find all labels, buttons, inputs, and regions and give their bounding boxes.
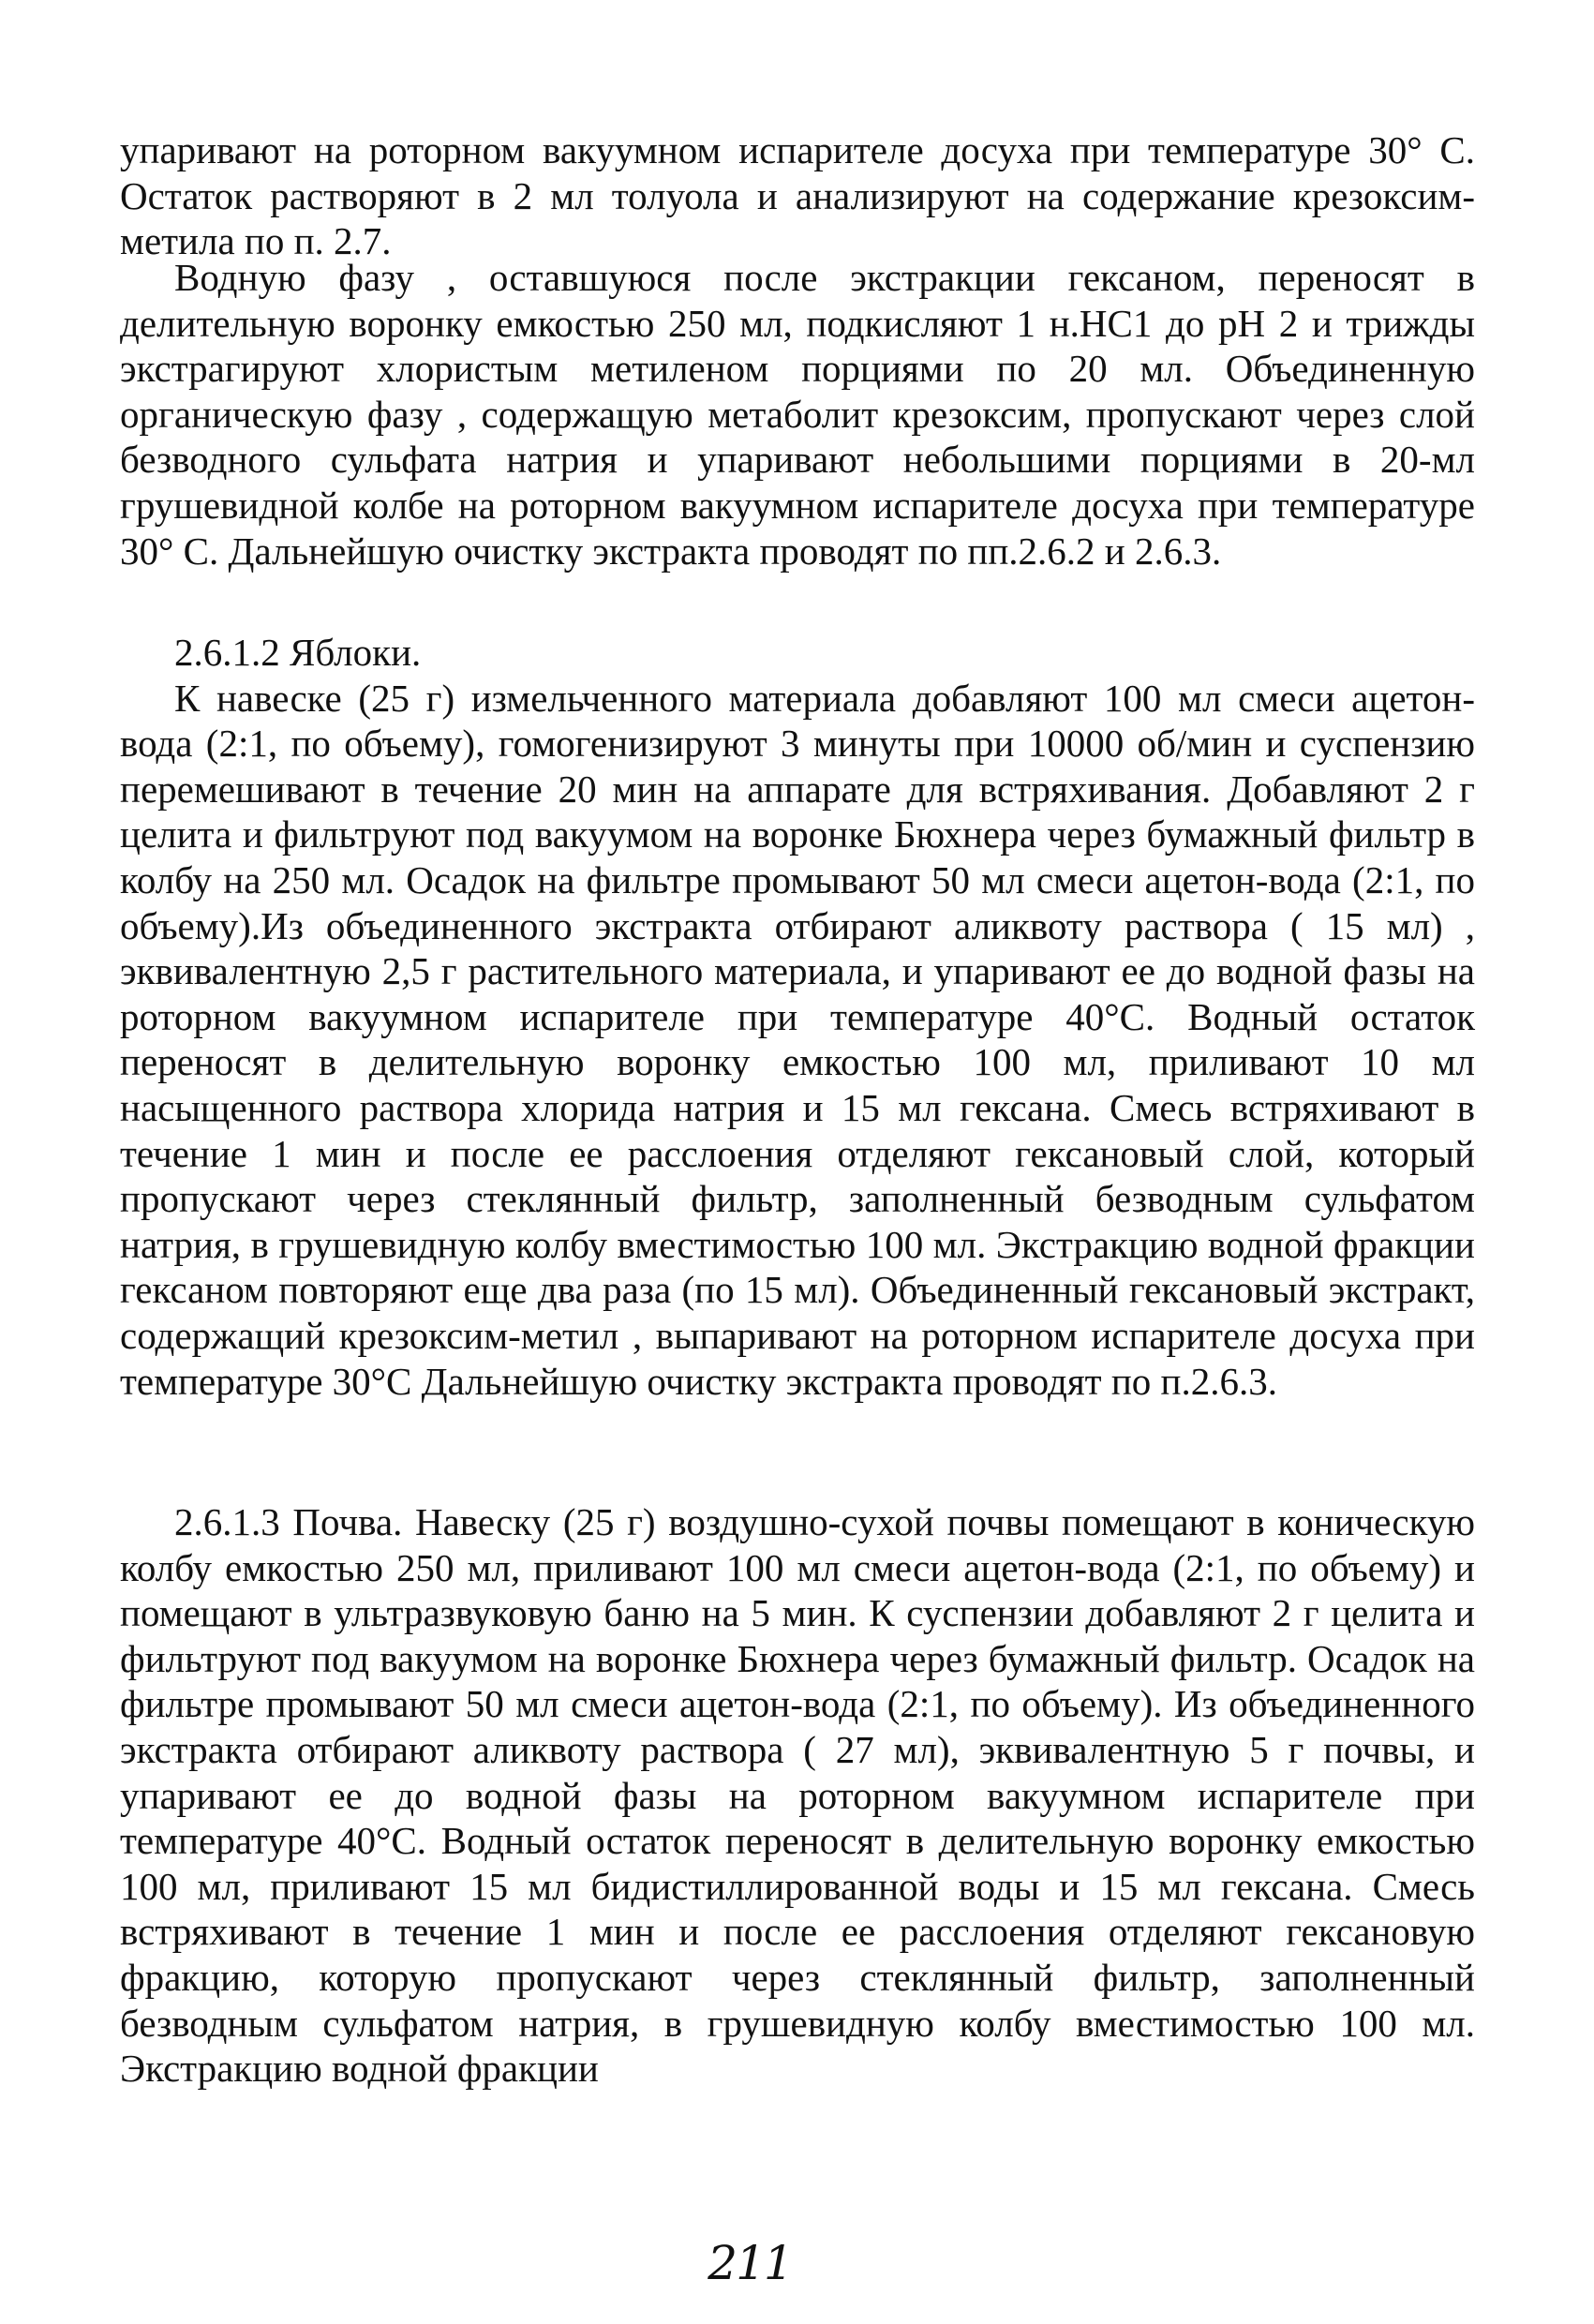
section-heading-apples: 2.6.1.2 Яблоки. — [174, 631, 422, 674]
paragraph-text: Водную фазу , оставшуюся после экстракции гексаном, переносят в делительную воронку емкостью 250 мл, подкисляют 1 н.НС1 до рН 2 и трижды экстрагируют хлористым метиленом порциями по 20 мл. Объединенную органическую фазу , содержащую метаболит крезоксим, пропускают через слой безводного сульфата натрия и упаривают небольшими порциями в 20-мл грушевидной колбе на роторном вакуумном испарителе досуха при температуре 30° С. Дальнейшую очистку экстракта проводят по пп.2.6.2 и 2.6.3. — [120, 256, 1475, 573]
paragraph-evaporation-end — [120, 127, 1475, 264]
section-soil — [120, 1499, 1475, 2092]
paragraph-text: 2.6.1.3 Почва. Навеску (25 г) воздушно-сухой почвы помещают в коническую колбу емкостью 250 мл, приливают 100 мл смеси ацетон-вода (2:1, по объему) и помещают в ультразвуковую баню на 5 мин. К суспензии добавляют 2 г целита и фильтруют под вакуумом на воронке Бюхнера через бумажный фильтр. Осадок на фильтре промывают 50 мл смеси ацетон-вода (2:1, по объему). Из объединенного экстракта отбирают аликвоту раствора ( 27 мл), эквивалентную 5 г почвы, и упаривают ее до водной фазы на роторном вакуумном испарителе при температуре 40°С. Водный остаток переносят в делительную воронку емкостью 100 мл, приливают 15 мл бидистиллированной воды и 15 мл гексана. Смесь встряхивают в течение 1 мин и после ее расслоения отделяют гексановую фракцию, которую пропускают через стеклянный фильтр, заполненный безводным сульфатом натрия, в грушевидную колбу вместимостью 100 мл. Экстракцию водной фракции — [120, 1500, 1475, 2091]
paragraph-text: К навеске (25 г) измельченного материала добавляют 100 мл смеси ацетон-вода (2:1, по объему), гомогенизируют 3 минуты при 10000 об/мин и суспензию перемешивают в течение 20 мин на аппарате для встряхивания. Добавляют 2 г целита и фильтруют под вакуумом на воронке Бюхнера через бумажный фильтр в колбу на 250 мл. Осадок на фильтре промывают 50 мл смеси ацетон-вода (2:1, по объему).Из объединенного экстракта отбирают аликвоту раствора ( 15 мл) , эквивалентную 2,5 г растительного материала, и упаривают ее до водной фазы на роторном вакуумном испарителе при температуре 40°С. Водный остаток переносят в делительную воронку емкостью 100 мл, приливают 10 мл насыщенного раствора хлорида натрия и 15 мл гексана. Смесь встряхивают в течение 1 мин и после ее расслоения отделяют гексановый слой, который пропускают через стеклянный фильтр, заполненный безводным сульфатом натрия, в грушевидную колбу вместимостью 100 мл. Экстракцию водной фракции гексаном повторяют еще два раза (по 15 мл). Объединенный гексановый экстракт, содержащий крезоксим-метил , выпаривают на роторном испарителе досуха при температуре 30°С Дальнейшую очистку экстракта проводят по п.2.6.3. — [120, 676, 1475, 1403]
section-apples — [120, 630, 1475, 1404]
paragraph-text: упаривают на роторном вакуумном испарителе досуха при температуре 30° С. Остаток растворяют в 2 мл толуола и анализируют на содержание крезоксим-метила по п. 2.7. — [120, 128, 1475, 263]
paragraph-aqueous-phase — [120, 255, 1475, 574]
page-number: 211 — [708, 2236, 792, 2290]
